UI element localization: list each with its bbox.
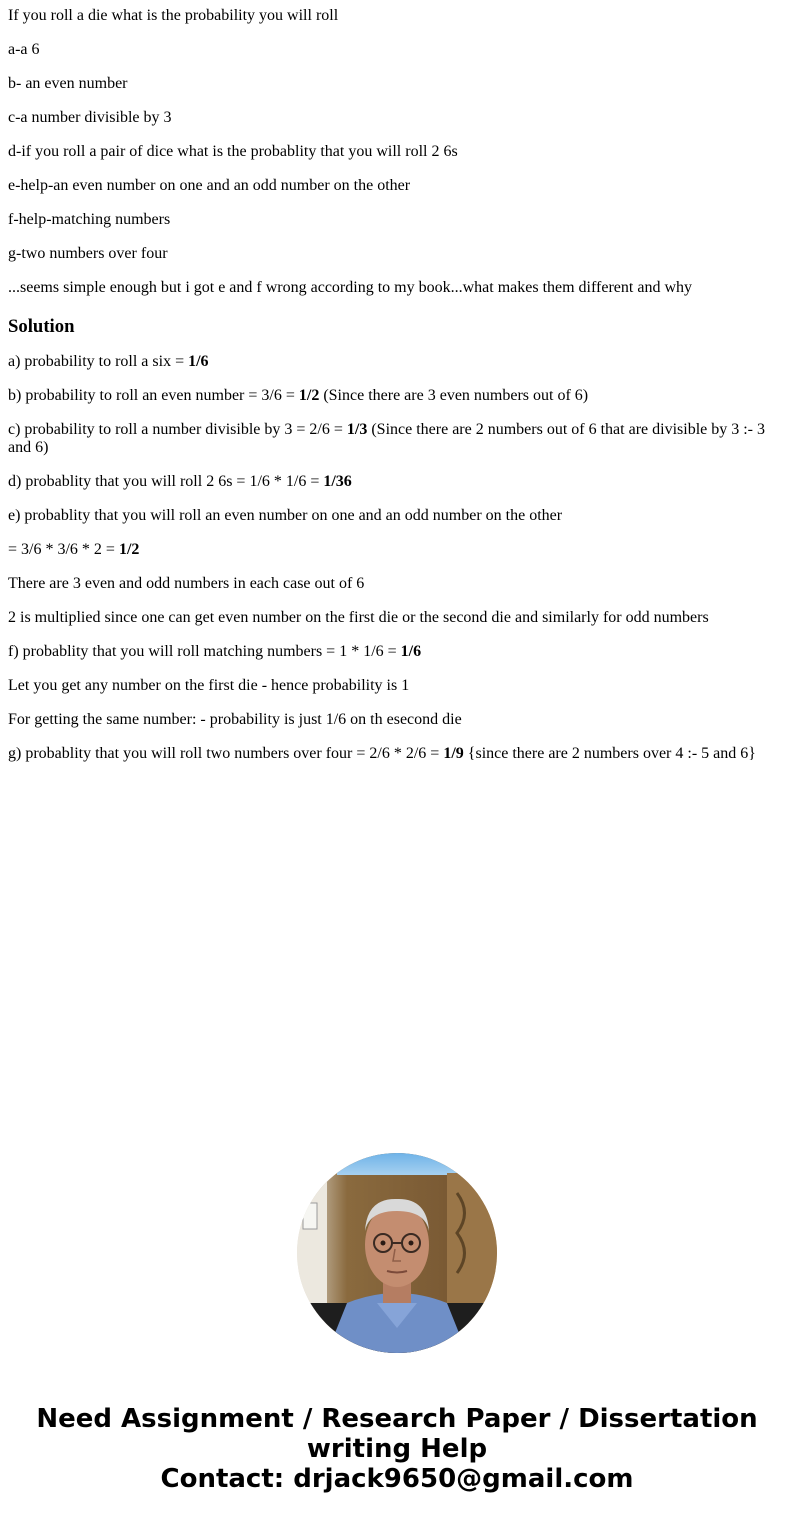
question-part-e: e-help-an even number on one and an odd number on the other <box>8 177 411 194</box>
question-part-g: g-two numbers over four <box>8 245 168 262</box>
answer-f-value: 1/6 <box>400 643 422 660</box>
answer-e-note-2: 2 is multiplied since one can get even number on the first die or the second die and similarly for odd numbers <box>8 609 709 626</box>
answer-d: d) probablity that you will roll 2 6s = 1/6 * 1/6 = 1/36 <box>8 473 352 490</box>
question-part-c: c-a number divisible by 3 <box>8 109 172 126</box>
question-part-d: d-if you roll a pair of dice what is the probablity that you will roll 2 6s <box>8 143 458 160</box>
question-intro: If you roll a die what is the probability you will roll <box>8 7 339 24</box>
banner-contact-email[interactable]: Contact: drjack9650@gmail.com <box>160 1464 634 1494</box>
answer-e: = 3/6 * 3/6 * 2 = 1/2 <box>8 541 140 558</box>
answer-b-value: 1/2 <box>298 387 320 404</box>
answer-f: f) probablity that you will roll matching numbers = 1 * 1/6 = 1/6 <box>8 643 422 660</box>
answer-d-value: 1/36 <box>323 473 352 490</box>
answer-g: g) probablity that you will roll two numbers over four = 2/6 * 2/6 = 1/9 {since there are 2 numbers over 4 :- 5 and 6} <box>8 745 756 762</box>
question-part-a: a-a 6 <box>8 41 40 58</box>
question-section <box>8 7 778 297</box>
answer-g-value: 1/9 <box>443 745 464 762</box>
banner-line-2: writing Help <box>306 1434 488 1464</box>
answer-b: b) probability to roll an even number = 3/6 = 1/2 (Since there are 3 even numbers out of 6) <box>8 387 589 404</box>
contact-banner <box>0 1404 794 1494</box>
question-part-f: f-help-matching numbers <box>8 211 171 228</box>
answer-a: a) probability to roll a six = 1/6 <box>8 353 209 370</box>
document-body <box>8 0 778 779</box>
answer-f-note-2: For getting the same number: - probability is just 1/6 on th esecond die <box>8 711 462 728</box>
answer-f-note-1: Let you get any number on the first die - hence probability is 1 <box>8 677 410 694</box>
solution-heading: Solution <box>8 316 75 337</box>
solution-section <box>8 353 778 763</box>
banner-line-1: Need Assignment / Research Paper / Dissertation <box>36 1404 758 1434</box>
answer-e-value: 1/2 <box>118 541 140 558</box>
answer-c-value: 1/3 <box>346 421 368 438</box>
author-photo <box>297 1153 497 1353</box>
author-avatar <box>297 1153 497 1353</box>
answer-c: c) probability to roll a number divisible by 3 = 2/6 = 1/3 (Since there are 2 numbers out of 6 that are divisible by 3 :- 3 and 6) <box>8 421 766 456</box>
question-part-b: b- an even number <box>8 75 128 92</box>
question-comment: ...seems simple enough but i got e and f wrong according to my book...what makes them different and why <box>8 279 692 296</box>
answer-e-statement: e) probablity that you will roll an even number on one and an odd number on the other <box>8 507 563 524</box>
answer-a-value: 1/6 <box>188 353 209 370</box>
answer-e-note-1: There are 3 even and odd numbers in each case out of 6 <box>8 575 365 592</box>
